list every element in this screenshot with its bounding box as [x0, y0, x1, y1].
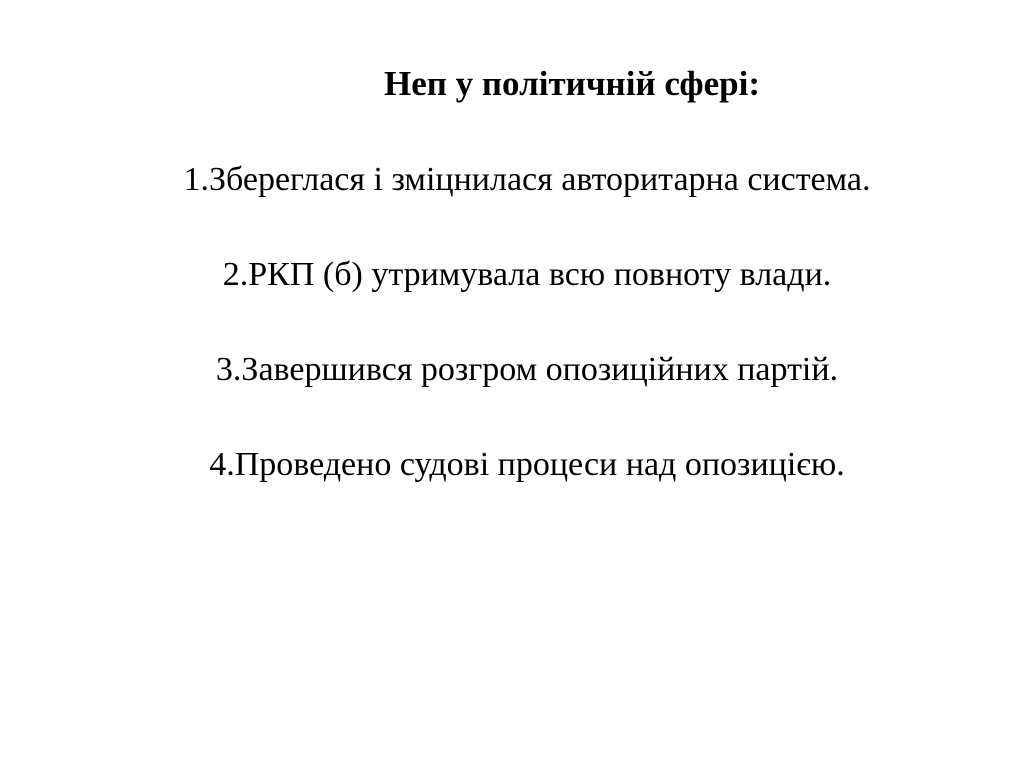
- list-item: 4.Проведено судові процеси над опозицією.: [209, 446, 845, 483]
- slide-title: Неп у політичній сфері:: [383, 64, 761, 103]
- list-item: 1.Збереглася і зміцнилася авторитарна система.: [183, 161, 871, 198]
- list-item: 2.РКП (б) утримувала всю повноту влади.: [222, 256, 832, 293]
- slide-list: [0, 155, 1024, 535]
- list-item: 3.Завершився розгром опозиційних партій.: [215, 351, 839, 388]
